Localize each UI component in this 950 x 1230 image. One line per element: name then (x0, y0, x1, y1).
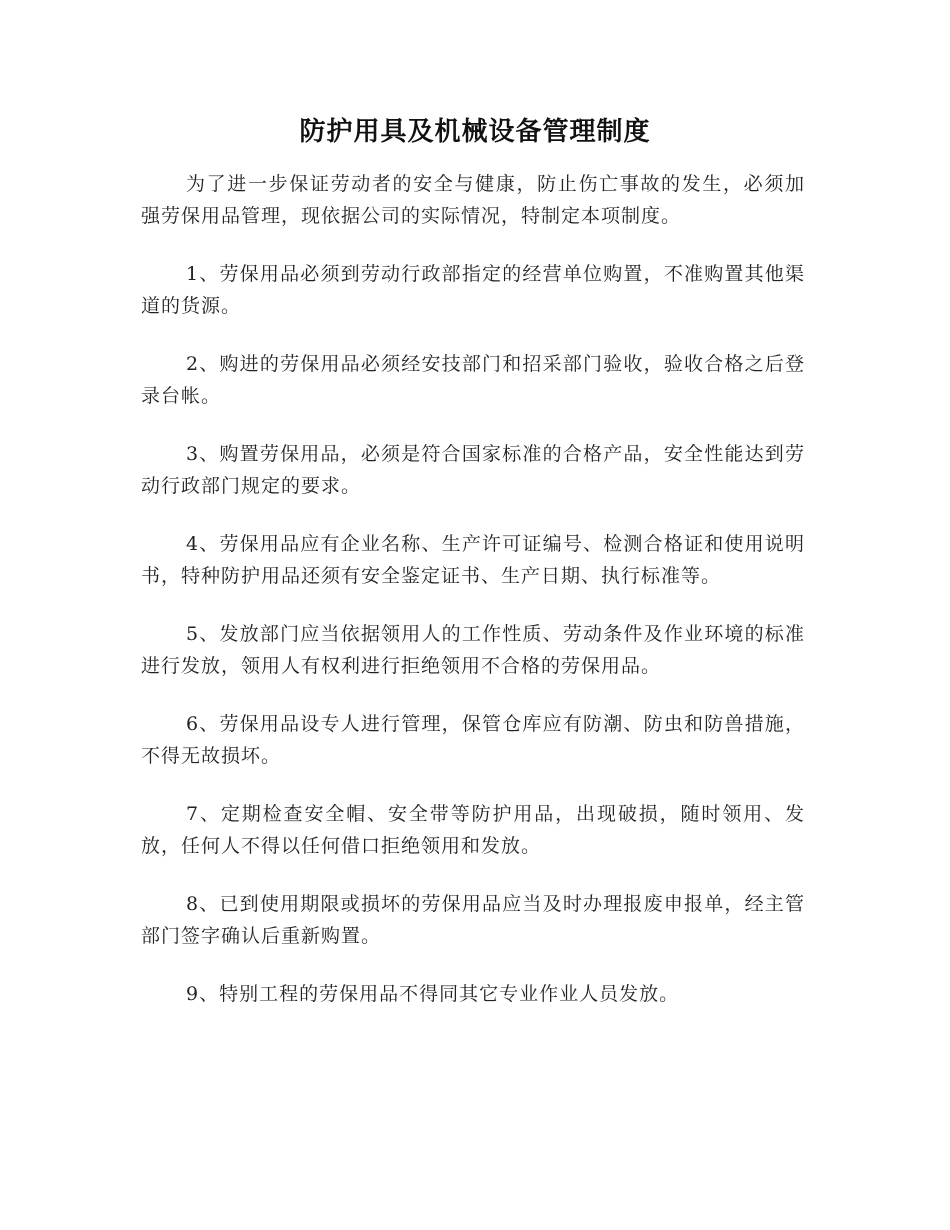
rule-paragraph-5: 5、发放部门应当依据领用人的工作性质、劳动条件及作业环境的标准进行发放，领用人有权利进行拒绝领用不合格的劳保用品。 (141, 623, 805, 677)
document-title: 防护用具及机械设备管理制度 (299, 117, 651, 147)
intro-paragraph: 为了进一步保证劳动者的安全与健康，防止伤亡事故的发生，必须加强劳保用品管理，现依据公司的实际情况，特制定本项制度。 (141, 173, 805, 227)
rule-paragraph-3: 3、购置劳保用品，必须是符合国家标准的合格产品，安全性能达到劳动行政部门规定的要求。 (141, 443, 805, 497)
rule-paragraph-2: 2、购进的劳保用品必须经安技部门和招采部门验收，验收合格之后登录台帐。 (141, 353, 805, 407)
document-body (141, 168, 805, 1036)
rule-paragraph-9: 9、特别工程的劳保用品不得同其它专业作业人员发放。 (186, 983, 680, 1005)
rule-paragraph-6: 6、劳保用品设专人进行管理，保管仓库应有防潮、防虫和防兽措施，不得无故损坏。 (141, 713, 805, 767)
rule-paragraph-1: 1、劳保用品必须到劳动行政部指定的经营单位购置，不准购置其他渠道的货源。 (141, 263, 805, 317)
rule-paragraph-7: 7、定期检查安全帽、安全带等防护用品，出现破损，随时领用、发放，任何人不得以任何借口拒绝领用和发放。 (141, 803, 805, 857)
rule-paragraph-8: 8、已到使用期限或损坏的劳保用品应当及时办理报废申报单，经主管部门签字确认后重新购置。 (141, 893, 805, 947)
rule-paragraph-4: 4、劳保用品应有企业名称、生产许可证编号、检测合格证和使用说明书，特种防护用品还须有安全鉴定证书、生产日期、执行标准等。 (141, 533, 805, 587)
